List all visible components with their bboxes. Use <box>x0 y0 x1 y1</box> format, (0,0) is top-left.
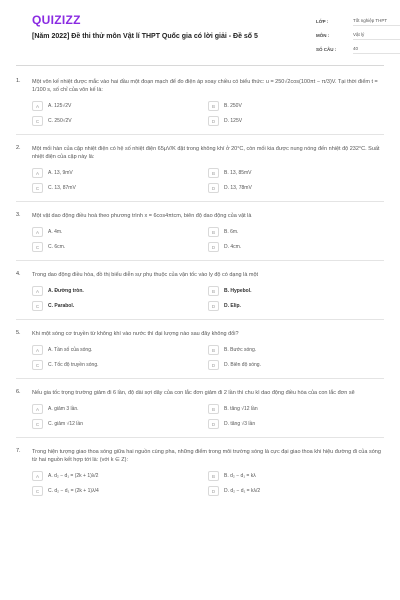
answer-option-d[interactable] <box>208 360 384 370</box>
answer-option-b[interactable] <box>208 345 384 355</box>
question-text: Khi một sóng cơ truyền từ không khí vào nước thì đại lượng nào sau đây không đổi? <box>32 331 239 337</box>
answer-letter-a: A <box>32 168 43 178</box>
answer-text: C. Parabol. <box>48 303 75 309</box>
answer-letter-d: D <box>208 360 219 370</box>
answer-text: B. 250V <box>224 103 242 109</box>
answer-text: A. 13, 9mV <box>48 170 73 176</box>
answer-option-c[interactable] <box>32 486 208 496</box>
answer-option-c[interactable] <box>32 242 208 252</box>
question-3 <box>16 212 384 261</box>
answer-option-b[interactable] <box>208 471 384 481</box>
answer-option-b[interactable] <box>208 404 384 414</box>
answer-option-d[interactable] <box>208 116 384 126</box>
answer-option-b[interactable] <box>208 101 384 111</box>
answer-letter-b: B <box>208 227 219 237</box>
answer-text: D. 13, 78mV <box>224 185 252 191</box>
answer-grid <box>16 345 384 370</box>
answer-text: B. tăng √12 lần <box>224 406 258 412</box>
answer-option-b[interactable] <box>208 227 384 237</box>
answer-option-c[interactable] <box>32 116 208 126</box>
answer-text: D. Elip. <box>224 303 241 309</box>
answer-grid <box>16 168 384 193</box>
question-number: 6. <box>16 389 21 395</box>
answer-option-b[interactable] <box>208 168 384 178</box>
meta-key: MÔN : <box>316 32 330 38</box>
answer-letter-c: C <box>32 301 43 311</box>
answer-letter-b: B <box>208 286 219 296</box>
answer-letter-b: B <box>208 168 219 178</box>
answer-text: D. 125V <box>224 118 243 124</box>
answer-letter-a: A <box>32 345 43 355</box>
answer-option-b[interactable] <box>208 286 384 296</box>
question-7 <box>16 448 384 504</box>
answer-text: C. giảm √12 lần <box>48 421 83 427</box>
answer-letter-d: D <box>208 419 219 429</box>
answer-option-c[interactable] <box>32 360 208 370</box>
answer-option-a[interactable] <box>32 227 208 237</box>
answer-letter-a: A <box>32 404 43 414</box>
question-list <box>16 78 384 514</box>
answer-text: B. Hypebol. <box>224 288 252 294</box>
question-text: Trong dao động điều hòa, đồ thị biểu diễn sự phụ thuộc của vận tốc vào ly độ có dạng là một <box>32 272 259 278</box>
meta-row-class <box>316 14 400 28</box>
answer-grid <box>16 227 384 252</box>
answer-text: B. d₂ − d₁ = kλ <box>224 473 256 479</box>
question-text: Nếu gia tốc trọng trường giảm đi 6 lần, độ dài sợi dây của con lắc đơn giảm đi 2 lần thì chu kì dao động điều hòa của con lắc đơn sẽ <box>32 390 355 396</box>
answer-option-c[interactable] <box>32 183 208 193</box>
answer-text: A. giảm 3 lần. <box>48 406 79 412</box>
question-number: 7. <box>16 448 21 454</box>
answer-text: C. 6cm. <box>48 244 66 250</box>
answer-text: A. Đường tròn. <box>48 288 84 294</box>
answer-text: B. 13, 85mV <box>224 170 252 176</box>
worksheet-header <box>16 0 388 66</box>
answer-letter-a: A <box>32 286 43 296</box>
meta-value: Vật lý <box>353 30 400 40</box>
question-6 <box>16 389 384 438</box>
question-text: Một vôn kế nhiệt được mắc vào hai đầu một đoạn mạch để đo điện áp xoay chiều có biểu thức: u = 250√2cos(100πt − π/3)V. Tại thời điểm t = 1/100 s, số chỉ của vôn kế là: <box>32 79 378 93</box>
question-4 <box>16 271 384 320</box>
answer-text: A. Tần số của sóng. <box>48 347 93 353</box>
meta-value: 40 <box>353 44 400 54</box>
answer-text: D. 4cm. <box>224 244 242 250</box>
answer-text: A. 125√2V <box>48 103 72 109</box>
answer-option-d[interactable] <box>208 183 384 193</box>
answer-grid <box>16 101 384 126</box>
meta-key: LỚP : <box>316 18 329 24</box>
question-number: 3. <box>16 212 21 218</box>
meta-row-count <box>316 42 400 56</box>
answer-grid <box>16 404 384 429</box>
question-text: Một vật dao động điều hoà theo phương trình x = 6cos4πtcm, biên độ dao động của vật là <box>32 213 252 219</box>
answer-letter-a: A <box>32 227 43 237</box>
answer-letter-b: B <box>208 404 219 414</box>
worksheet-title: [Năm 2022] Đề thi thử môn Vật lí THPT Quốc gia có lời giải - Đề số 5 <box>32 33 258 40</box>
answer-text: C. Tốc độ truyền sóng. <box>48 362 99 368</box>
answer-text: D. tăng √3 lần <box>224 421 256 427</box>
question-number: 1. <box>16 78 21 84</box>
answer-text: C. d₂ − d₁ = (2k + 1)λ/4 <box>48 488 99 494</box>
answer-grid <box>16 471 384 496</box>
answer-option-a[interactable] <box>32 404 208 414</box>
answer-letter-d: D <box>208 116 219 126</box>
question-1 <box>16 78 384 135</box>
answer-letter-d: D <box>208 486 219 496</box>
answer-option-d[interactable] <box>208 486 384 496</box>
question-5 <box>16 330 384 379</box>
answer-option-a[interactable] <box>32 286 208 296</box>
answer-text: A. 4m. <box>48 229 63 235</box>
answer-text: A. d₂ − d₁ = (2k + 1)λ/2 <box>48 473 99 479</box>
question-text: Một mối hàn của cặp nhiệt điện có hệ số nhiệt điện 65μV/K đặt trong không khí ở 20°C, còn mối kia được nung nóng đến nhiệt độ 232°C. Suất nhiệt điện của cặp này là: <box>32 146 380 160</box>
question-2 <box>16 145 384 202</box>
answer-grid <box>16 286 384 311</box>
worksheet-meta <box>316 14 400 56</box>
answer-letter-b: B <box>208 101 219 111</box>
answer-letter-a: A <box>32 471 43 481</box>
answer-letter-a: A <box>32 101 43 111</box>
answer-text: C. 13, 87mV <box>48 185 76 191</box>
answer-option-a[interactable] <box>32 168 208 178</box>
answer-letter-d: D <box>208 183 219 193</box>
answer-letter-c: C <box>32 183 43 193</box>
question-number: 2. <box>16 145 21 151</box>
answer-option-c[interactable] <box>32 301 208 311</box>
answer-letter-b: B <box>208 471 219 481</box>
answer-text: B. 6m. <box>224 229 239 235</box>
meta-key: SỐ CÂU : <box>316 46 337 52</box>
meta-row-subject <box>316 28 400 42</box>
question-text: Trong hiện tượng giao thoa sóng giữa hai nguồn cùng pha, những điểm trong môi trường sóng là cực đại giao thoa khi hiệu đường đi của sóng từ hai nguồn kết hợp tới là: (với k ∈ Z): <box>32 449 381 463</box>
answer-letter-c: C <box>32 486 43 496</box>
answer-text: B. Bước sóng. <box>224 347 257 353</box>
answer-letter-c: C <box>32 419 43 429</box>
answer-option-a[interactable] <box>32 471 208 481</box>
question-number: 5. <box>16 330 21 336</box>
answer-letter-c: C <box>32 116 43 126</box>
answer-text: D. d₂ − d₁ = kλ/2 <box>224 488 261 494</box>
question-number: 4. <box>16 271 21 277</box>
answer-text: C. 250√2V <box>48 118 72 124</box>
answer-letter-c: C <box>32 360 43 370</box>
answer-option-c[interactable] <box>32 419 208 429</box>
answer-option-d[interactable] <box>208 419 384 429</box>
answer-letter-d: D <box>208 242 219 252</box>
answer-letter-c: C <box>32 242 43 252</box>
meta-value: Tốt nghiệp THPT <box>353 16 400 26</box>
quizizz-logo: QUIZIZZ <box>32 13 81 27</box>
answer-option-a[interactable] <box>32 345 208 355</box>
answer-letter-d: D <box>208 301 219 311</box>
answer-option-d[interactable] <box>208 301 384 311</box>
answer-letter-b: B <box>208 345 219 355</box>
answer-text: D. Biên độ sóng. <box>224 362 261 368</box>
answer-option-a[interactable] <box>32 101 208 111</box>
answer-option-d[interactable] <box>208 242 384 252</box>
